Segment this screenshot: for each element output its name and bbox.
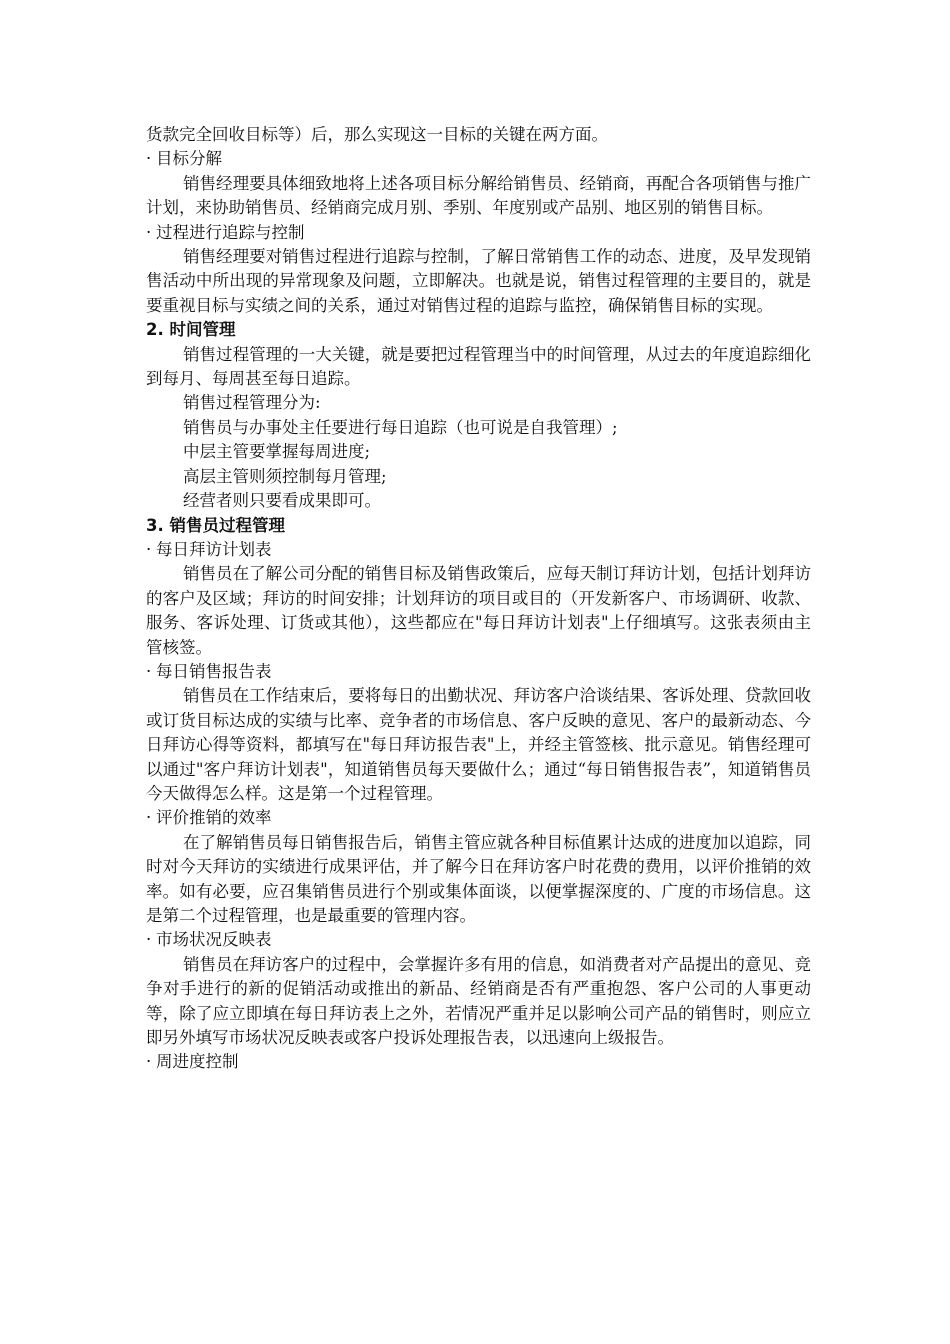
bullet-dot-icon: · (146, 1052, 152, 1072)
paragraph-continuation: 货款完全回收目标等）后，那么实现这一目标的关键在两方面。 (146, 125, 608, 144)
bullet-label: 周进度控制 (156, 1052, 239, 1072)
bullet-label: 评价推销的效率 (156, 808, 272, 828)
paragraph: 销售员在拜访客户的过程中，会掌握许多有用的信息，如消费者对产品提出的意见、竞争对手进行的新的促销活动或推出的新品、经销商是否有严重抱怨、客户公司的人事更动等，除了应立即填在每日拜访表上之外，若情况严重并足以影响公司产品的销售时，则应立即另外填写市场状况反映表或客户投诉处理报告表，以迅速向上级报告。 (146, 954, 811, 1048)
bullet-label: 市场状况反映表 (156, 930, 272, 950)
bullet-item (146, 806, 811, 830)
bullet-dot-icon: · (146, 808, 152, 828)
section-heading: 2. 时间管理 (146, 320, 236, 340)
paragraph: 销售员在工作结束后，要将每日的出勤状况、拜访客户洽谈结果、客诉处理、贷款回收或订货目标达成的实绩与比率、竞争者的市场信息、客户反映的意见、客户的最新动态、今日拜访心得等资料，都填写在"每日拜访报告表"上，并经主管签核、批示意见。销售经理可以通过"客户拜访计划表"，知道销售员每天要做什么；通过“每日销售报告表”，知道销售员今天做得怎么样。这是第一个过程管理。 (146, 686, 811, 803)
paragraph: 高层主管则须控制每月管理; (183, 466, 387, 486)
bullet-dot-icon: · (146, 149, 152, 169)
bullet-dot-icon: · (146, 661, 152, 681)
bullet-item (146, 147, 811, 171)
bullet-item (146, 660, 811, 684)
bullet-label: 每日拜访计划表 (156, 539, 272, 559)
bullet-item (146, 1050, 811, 1074)
paragraph: 销售经理要具体细致地将上述各项目标分解给销售员、经销商，再配合各项销售与推广计划，来协助销售员、经销商完成月别、季别、年度别或产品别、地区别的销售目标。 (146, 173, 811, 218)
bullet-dot-icon: · (146, 222, 152, 242)
bullet-item (146, 928, 811, 952)
bullet-item (146, 221, 811, 245)
document-body (146, 123, 811, 1075)
paragraph: 经营者则只要看成果即可。 (183, 491, 381, 511)
paragraph: 在了解销售员每日销售报告后，销售主管应就各种目标值累计达成的进度加以追踪，同时对今天拜访的实绩进行成果评估，并了解今日在拜访客户时花费的费用，以评价推销的效率。如有必要，应召集销售员进行个别或集体面谈，以便掌握深度的、广度的市场信息。这是第二个过程管理，也是最重要的管理内容。 (146, 832, 811, 925)
bullet-dot-icon: · (146, 930, 152, 950)
paragraph: 销售员与办事处主任要进行每日追踪（也可说是自我管理）; (183, 417, 618, 437)
bullet-item (146, 538, 811, 562)
paragraph: 销售过程管理分为: (183, 393, 321, 413)
bullet-label: 目标分解 (156, 149, 222, 169)
paragraph: 中层主管要掌握每周进度; (183, 442, 371, 462)
paragraph: 销售员在了解公司分配的销售目标及销售政策后，应每天制订拜访计划，包括计划拜访的客户及区域；拜访的时间安排；计划拜访的项目或目的（开发新客户、市场调研、收款、服务、客诉处理、订货或其他），这些都应在"每日拜访计划表"上仔细填写。这张表须由主管核签。 (146, 564, 811, 657)
bullet-dot-icon: · (146, 539, 152, 559)
bullet-label: 每日销售报告表 (156, 661, 272, 681)
paragraph: 销售经理要对销售过程进行追踪与控制，了解日常销售工作的动态、进度，及早发现销售活动中所出现的异常现象及问题，立即解决。也就是说，销售过程管理的主要目的，就是要重视目标与实绩之间的关系，通过对销售过程的追踪与监控，确保销售目标的实现。 (146, 247, 811, 315)
bullet-label: 过程进行追踪与控制 (156, 222, 305, 242)
paragraph: 销售过程管理的一大关键，就是要把过程管理当中的时间管理，从过去的年度追踪细化到每月、每周甚至每日追踪。 (146, 344, 811, 389)
section-heading: 3. 销售员过程管理 (146, 515, 285, 535)
